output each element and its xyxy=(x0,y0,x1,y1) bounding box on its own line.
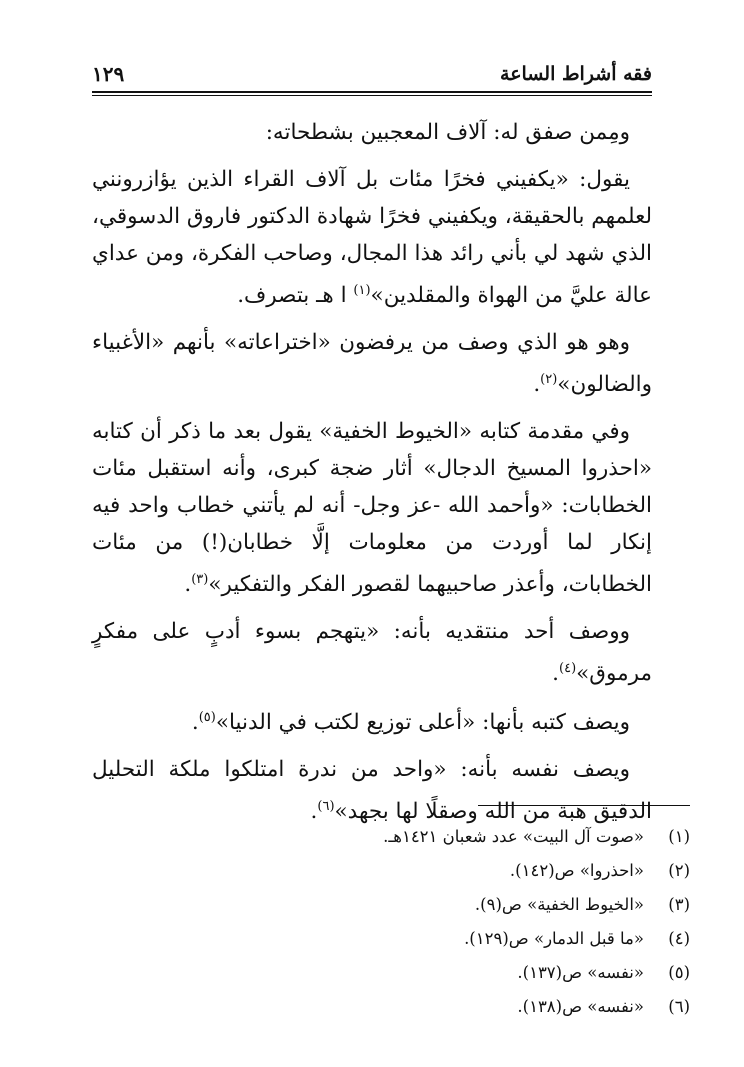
footnote-number: (٥) xyxy=(668,963,690,982)
footnote-number: (١) xyxy=(668,827,690,846)
running-title: فقه أشراط الساعة xyxy=(500,63,652,85)
footnote-text: «ما قبل الدمار» ص(١٢٩). xyxy=(464,929,644,948)
footnote-ref: (٣) xyxy=(191,572,209,588)
footnote-number: (٣) xyxy=(668,895,690,914)
footnote-ref: (١) xyxy=(353,283,371,298)
footnote xyxy=(92,990,690,1024)
footnote-number: (٢) xyxy=(668,861,690,880)
header-rule-thick xyxy=(92,91,652,93)
footnote-ref: (٢) xyxy=(540,372,558,388)
header-rule-thin xyxy=(92,95,652,96)
paragraph: ومِمن صفق له: آلاف المعجبين بشطحاته: xyxy=(265,120,630,145)
footnote xyxy=(92,820,690,854)
footnote-text: «احذروا» ص(١٤٢). xyxy=(509,861,644,880)
paragraph: ووصف أحد منتقديه بأنه: «يتهجم بسوء أدبٍ على مفكرٍ مرموق»$^{(٤)}$. xyxy=(92,619,652,687)
footnote-ref: (٦) xyxy=(317,798,335,814)
footnote-text: «صوت آل البيت» عدد شعبان ١٤٢١هـ. xyxy=(383,827,644,846)
paragraph: ويصف كتبه بأنها: «أعلى توزيع لكتب في الدنيا»$^{(٥)}$. xyxy=(191,709,630,735)
main-text xyxy=(92,114,652,840)
footnote-text: «نفسه» ص(١٣٨). xyxy=(517,997,644,1016)
footnote-number: (٦) xyxy=(668,997,690,1016)
footnote-number: (٤) xyxy=(668,929,690,948)
footnote-separator xyxy=(478,805,690,806)
running-header xyxy=(92,58,652,90)
footnote-text: «نفسه» ص(١٣٧). xyxy=(517,963,644,982)
footnotes xyxy=(92,820,690,1024)
paragraph: يقول: «يكفيني فخرًا مئات بل آلاف القراء الذين يؤازرونني لعلمهم بالحقيقة، ويكفيني فخرًا شهادة الدكتور فاروق الدسوقي، الذي شهد لي بأني رائد هذا المجال، وصاحب الفكرة، ومن عداي عالة عليَّ من الهواة والمقلدين»$^{(١)}$ ا هـ بتصرف. xyxy=(92,167,652,309)
paragraph: ويصف نفسه بأنه: «واحد من ندرة امتلكوا ملكة التحليل الدقيق هبة من الله وصقلًا لها بجهد»$^{(٦)}$. xyxy=(92,756,652,824)
footnote xyxy=(92,956,690,990)
footnote-ref: (٥) xyxy=(198,709,216,725)
footnote xyxy=(92,854,690,888)
page-number: ١٢٩ xyxy=(92,62,125,86)
footnote xyxy=(92,888,690,922)
paragraph: وفي مقدمة كتابه «الخيوط الخفية» يقول بعد ما ذكر أن كتابه «احذروا المسيخ الدجال» أثار ضجة كبرى، وأنه استقبل مئات الخطابات: «وأحمد الله -عز وجل- أنه لم يأتني خطاب واحد فيه إنكار لما أوردت من معلومات إلَّا خطابان(!) من مئات الخطابات، وأعذر صاحبيهما لقصور الفكر والتفكير»$^{(٣)}$. xyxy=(92,419,652,598)
paragraph: وهو هو الذي وصف من يرفضون «اختراعاته» بأنهم «الأغبياء والضالون»$^{(٢)}$. xyxy=(92,330,652,398)
footnote xyxy=(92,922,690,956)
footnote-ref: (٤) xyxy=(559,661,577,677)
footnote-text: «الخيوط الخفية» ص(٩). xyxy=(474,895,644,914)
